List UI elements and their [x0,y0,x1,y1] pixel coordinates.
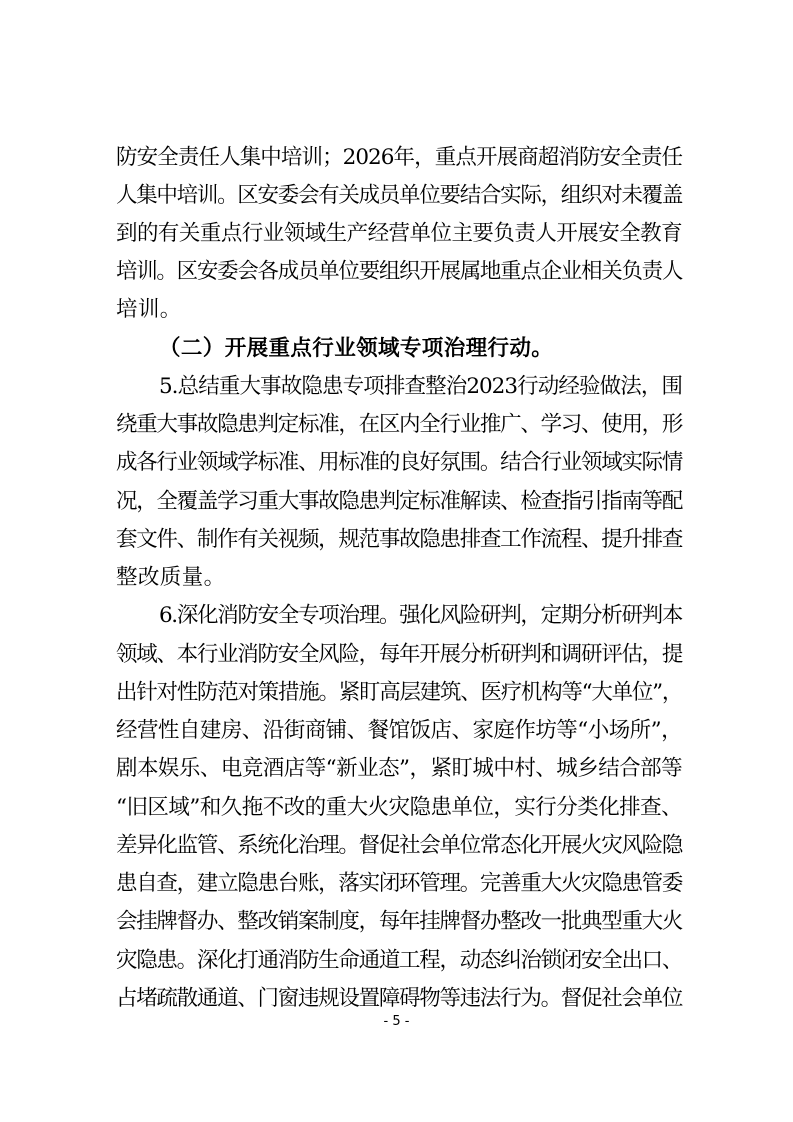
paragraph-line: 出针对性防范对策措施。紧盯高层建筑、医疗机构等“大单位”， [116,680,682,705]
paragraph-line: 剧本娱乐、电竞酒店等“新业态”，紧盯城中村、城乡结合部等 [116,756,682,781]
paragraph-line: 到的有关重点行业领域生产经营单位主要负责人开展安全教育 [116,221,682,246]
paragraph-line: 套文件、制作有关视频，规范事故隐患排查工作流程、提升排查 [116,527,682,552]
paragraph-line: 6.深化消防安全专项治理。强化风险研判，定期分析研判本 [159,603,682,628]
paragraph-line: 成各行业领域学标准、用标准的良好氛围。结合行业领域实际情 [116,450,682,475]
paragraph-line: 绕重大事故隐患判定标准，在区内全行业推广、学习、使用，形 [116,412,682,437]
section-heading: （二）开展重点行业领域专项治理行动。 [159,336,554,361]
paragraph-line: 人集中培训。区安委会有关成员单位要结合实际，组织对未覆盖 [116,183,682,208]
page-number: - 5 - [383,1014,410,1029]
paragraph-line: 培训。 [116,297,182,322]
paragraph-line: 领域、本行业消防安全风险，每年开展分析研判和调研评估，提 [116,642,682,667]
paragraph-line: 灾隐患。深化打通消防生命通道工程，动态纠治锁闭安全出口、 [116,948,682,973]
paragraph-line: 5.总结重大事故隐患专项排查整治2023行动经验做法，围 [159,374,682,399]
paragraph-line: 防安全责任人集中培训；2026年，重点开展商超消防安全责任 [116,145,682,170]
paragraph-line: 占堵疏散通道、门窗违规设置障碍物等违法行为。督促社会单位 [116,986,682,1011]
paragraph-line: 经营性自建房、沿街商铺、餐馆饭店、家庭作坊等“小场所”， [116,718,682,743]
paragraph-line: “旧区域”和久拖不改的重大火灾隐患单位，实行分类化排查、 [116,795,682,820]
paragraph-line: 会挂牌督办、整改销案制度，每年挂牌督办整改一批典型重大火 [116,909,682,934]
paragraph-line: 患自查，建立隐患台账，落实闭环管理。完善重大火灾隐患管委 [116,871,682,896]
paragraph-line: 况，全覆盖学习重大事故隐患判定标准解读、检查指引指南等配 [116,489,682,514]
paragraph-line: 差异化监管、系统化治理。督促社会单位常态化开展火灾风险隐 [116,833,682,858]
paragraph-line: 培训。区安委会各成员单位要组织开展属地重点企业相关负责人 [116,259,682,284]
paragraph-line: 整改质量。 [116,565,226,590]
